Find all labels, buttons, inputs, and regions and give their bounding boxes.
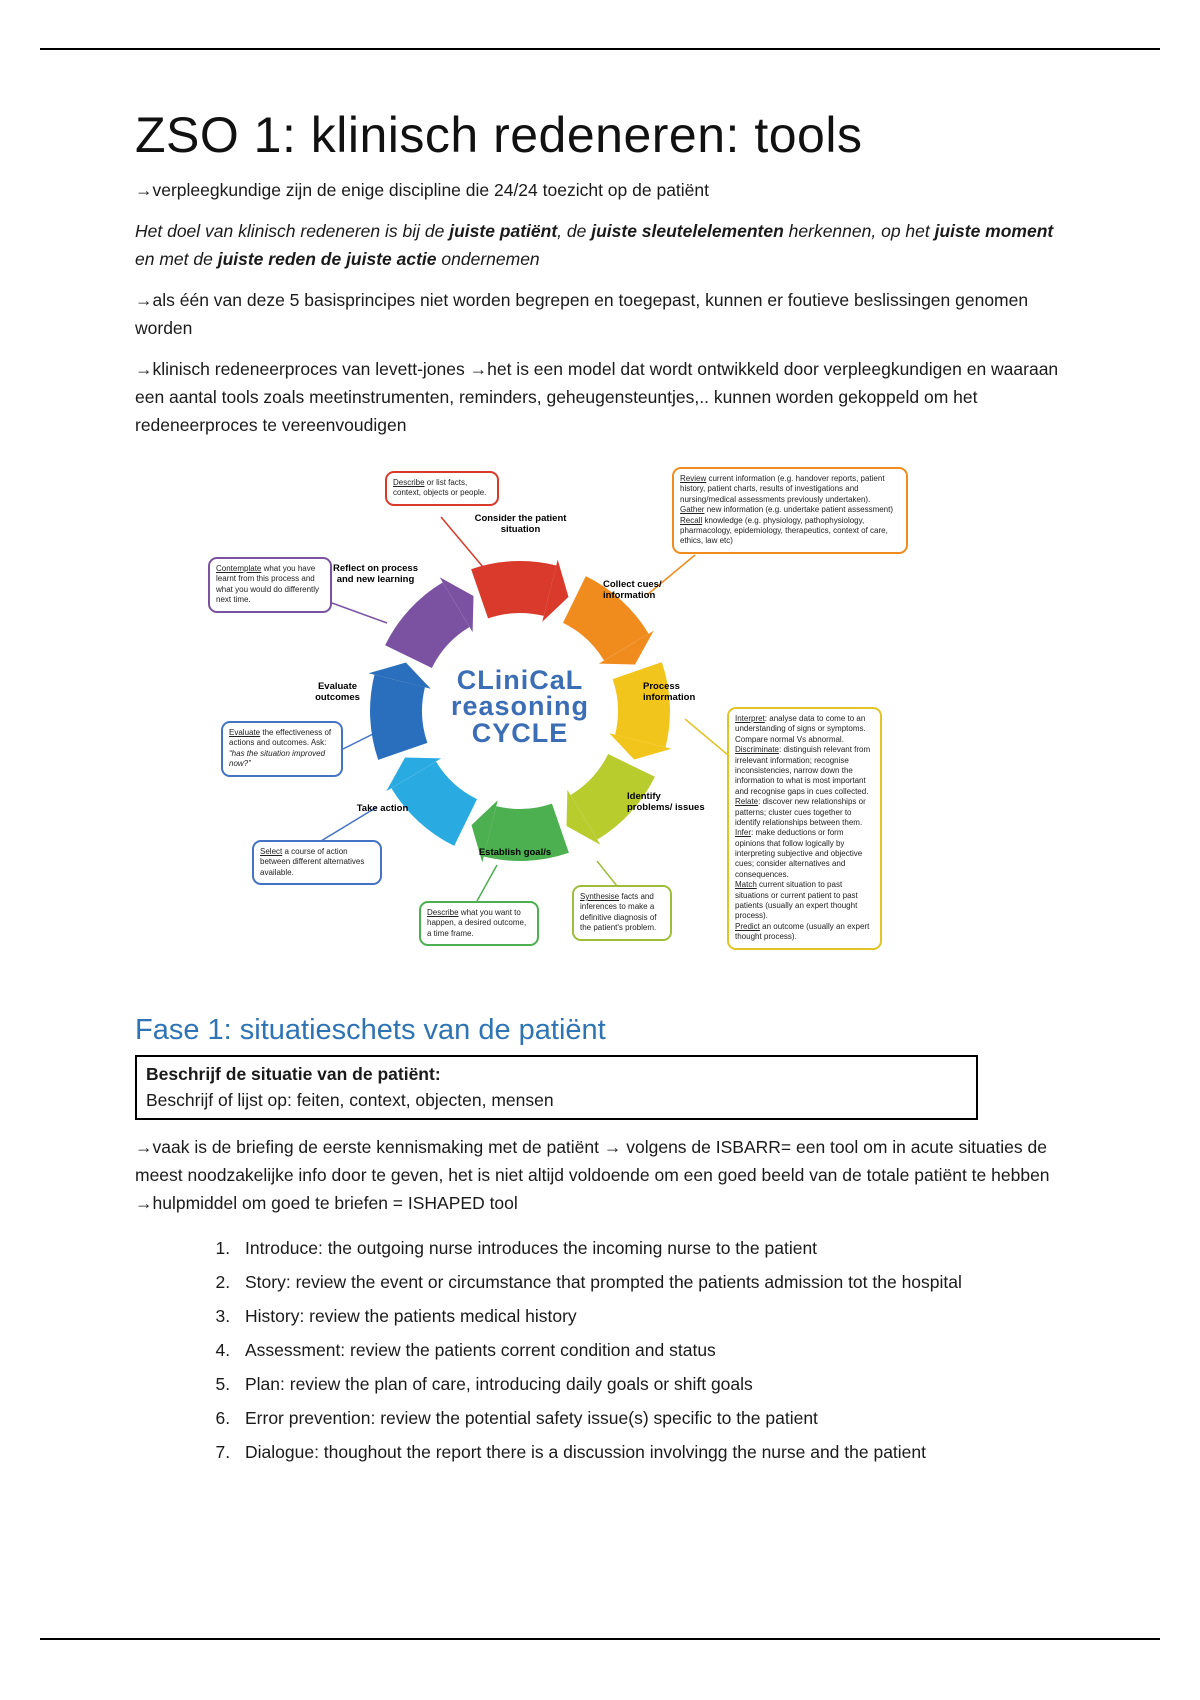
phase-label-collect-cues: Collect cues/ information <box>603 579 662 602</box>
callout-synthesise-diagnosis: Synthesise facts and inferences to make a definitive diagnosis of the patient's problem. <box>572 885 672 941</box>
paragraph-basic-principles: →als één van deze 5 basisprincipes niet worden begrepen en toegepast, kunnen er foutieve beslissingen genomen worden <box>135 290 1029 338</box>
callout-describe-desired-outcome: Describe what you want to happen, a desired outcome, a time frame. <box>419 901 539 946</box>
page-title: ZSO 1: klinisch redeneren: tools <box>135 107 863 163</box>
cycle-center-line3: CYCLE <box>471 717 569 748</box>
phase-label-take-action: Take action <box>356 803 409 814</box>
ishaped-list-item: 4. Assessment: review the patients corrent condition and status <box>235 1337 1067 1364</box>
situation-description-box <box>135 1055 978 1120</box>
callout-contemplate-learning: Contemplate what you have learnt from this process and what you would do differently next time. <box>208 557 332 613</box>
cycle-center-line1: CLiniCaL <box>456 665 584 695</box>
paragraph-isbarr-ishaped: →vaak is de briefing de eerste kennismaking met de patiënt → volgens de ISBARR= een tool om in acute situaties de meest noodzakelijke info door te geven, het is niet altijd voldoende om een goed beeld van de totale patiënt te hebben →hulpmiddel om goed te briefen = ISHAPED tool <box>135 1136 1050 1213</box>
situation-box-title: Beschrijf de situatie van de patiënt: <box>146 1064 441 1084</box>
paragraph-nurses-24-7: →verpleegkundige zijn de enige discipline die 24/24 toezicht op de patiënt <box>135 180 710 200</box>
ishaped-list-item: 3. History: review the patients medical history <box>235 1303 1067 1330</box>
callout-review-gather-recall: Review current information (e.g. handover reports, patient history, patient charts, results of investigations and nursing/medical assessments previously undertaken). Gather new information (e.g. undertake patient assessment) Recall knowledge (e.g. physiology, pathophysiology, pharmacology, epidemiology, therapeutics, context of care, ethics, law etc) <box>672 467 908 554</box>
phase-label-establish-goals: Establish goal/s <box>478 847 552 858</box>
top-rule <box>40 48 1160 50</box>
fase1-heading: Fase 1: situatieschets van de patiënt <box>135 1014 606 1046</box>
callout-interpret-discriminate: Interpret: analyse data to come to an understanding of signs or symptoms. Compare normal Vs abnormal. Discriminate: distinguish relevant from irrelevant information; recognise inconsistencies, narrow down the information to what is most important and recognise gaps in cues collected. Relate: discover new relationships or patterns; cluster cues together to identify relationships between them. Infer: make deductions or form opinions that follow logically by interpreting subjective and objective cues; consider alternatives and consequences. Match current situation to past situations or current patient to past patients (usually an expert thought process). Predict an outcome (usually an expert thought process). <box>727 707 882 950</box>
ishaped-list-item: 2. Story: review the event or circumstance that prompted the patients admission tot the hospital <box>235 1269 1067 1296</box>
phase-label-reflect-on-process: Reflect on process and new learning <box>333 563 418 586</box>
phase-label-identify-problems: Identify problems/ issues <box>627 791 705 814</box>
phase-label-consider-patient-situation: Consider the patient situation <box>474 513 567 536</box>
ishaped-list-item: 6. Error prevention: review the potential safety issue(s) specific to the patient <box>235 1405 1067 1432</box>
phase-label-process-information: Process information <box>643 681 696 704</box>
ishaped-list-item: 7. Dialogue: thoughout the report there is a discussion involvingg the nurse and the patient <box>235 1439 1067 1466</box>
callout-evaluate-effectiveness: Evaluate the effectiveness of actions and outcomes. Ask: “has the situation improved now?” <box>221 721 343 777</box>
cycle-center-title <box>430 667 610 746</box>
ishaped-list-item: 5. Plan: review the plan of care, introducing daily goals or shift goals <box>235 1371 1067 1398</box>
document-content <box>135 108 1067 1473</box>
ishaped-list-item: 1. Introduce: the outgoing nurse introduces the incoming nurse to the patient <box>235 1235 1067 1262</box>
callout-describe-facts: Describe or list facts, context, objects or people. <box>385 471 499 506</box>
ishaped-list <box>207 1235 1067 1467</box>
callout-select-course-of-action: Select a course of action between different alternatives available. <box>252 840 382 885</box>
paragraph-goal: Het doel van klinisch redeneren is bij de juiste patiënt, de juiste sleutelelementen herkennen, op het juiste moment en met de juiste reden de juiste actie ondernemen <box>135 221 1054 269</box>
clinical-reasoning-cycle-diagram <box>135 455 1065 1000</box>
bottom-rule <box>40 1638 1160 1640</box>
cycle-center-line2: reasoning <box>450 691 590 722</box>
phase-label-evaluate-outcomes: Evaluate outcomes <box>315 681 360 704</box>
paragraph-levett-jones: →klinisch redeneerproces van levett-jones →het is een model dat wordt ontwikkeld door verpleegkundigen en waaraan een aantal tools zoals meetinstrumenten, reminders, geheugensteuntjes,.. kunnen worden gekoppeld om het redeneerproces te vereenvoudigen <box>135 359 1059 435</box>
situation-box-body: Beschrijf of lijst op: feiten, context, objecten, mensen <box>146 1090 554 1111</box>
